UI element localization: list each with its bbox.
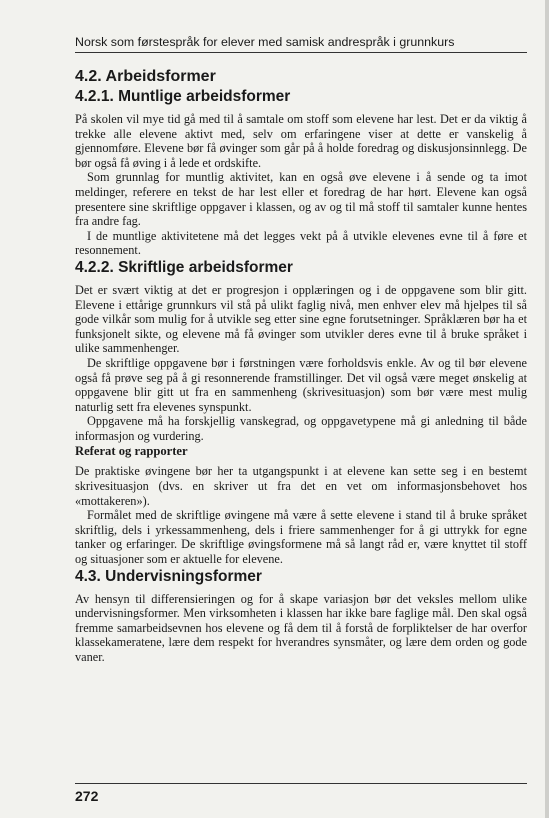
heading-4-3: 4.3. Undervisningsformer — [75, 567, 262, 585]
footer-rule — [75, 783, 527, 784]
referat-body — [75, 464, 527, 566]
page-number: 272 — [75, 788, 99, 804]
paragraph: De skriftlige oppgavene bør i førstningen være forholdsvis enkle. Av og til bør elevene også få prøve seg på å gi resonnerende framstillinger. Det vil også være meget ønskelig at oppgavene blir gitt ut fra en sammenheng (skrivesituasjon) som bør være mest mulig naturlig sett fra elevenes synspunkt. — [75, 355, 527, 414]
paragraph: På skolen vil mye tid gå med til å samtale om stoff som elevene har lest. Det er da viktig å trekke alle elevene aktivt med, selv om erfaringene viser at dette er vanskelig å gjennomføre. Elevene bør få øvinger som går på å holde foredrag og diskusjonsinnlegg. De bør også få øving i å lede et ordskifte. — [75, 112, 527, 170]
paragraph: Av hensyn til differensieringen og for å skape variasjon bør det veksles mellom ulike undervisningsformer. Men virksomheten i klassen har ikke bare faglige mål. Den skal også fremme samarbeidsevnen hos elevene og få dem til å forstå de forpliktelser de har overfor klassekameratene, lære dem respekt for hverandres synsmåter, og lære dem orden og gode vaner. — [75, 591, 527, 664]
paragraph: Oppgavene må ha forskjellig vanskegrad, og oppgavetypene må gi anledning til både informasjon og vurdering. — [75, 414, 527, 443]
heading-4-2-2: 4.2.2. Skriftlige arbeidsformer — [75, 258, 293, 276]
heading-4-2-1: 4.2.1. Muntlige arbeidsformer — [75, 88, 291, 105]
heading-referat: Referat og rapporter — [75, 444, 188, 459]
paragraph: De praktiske øvingene bør her ta utgangspunkt i at elevene kan sette seg i en bestemt skrivesituasjon (dvs. en skriver ut fra det en vet om informasjonsbehovet hos «mottakeren»). — [75, 464, 527, 508]
paragraph: I de muntlige aktivitetene må det legges vekt på å utvikle elevenes evne til å føre et resonnement. — [75, 228, 527, 258]
paragraph: Som grunnlag for muntlig aktivitet, kan en også øve elevene i å sende og ta imot meldinger, referere en tekst de har lest eller et foredrag de har hørt. Elevene kan også presentere sine skriftlige oppgaver i klassen, og av og til må stoff til samtaler kunne hentes fra andre fag. — [75, 170, 527, 229]
running-header: Norsk som førstespråk for elever med samisk andrespråk i grunnkurs — [75, 34, 527, 53]
section-4-3-body — [75, 592, 527, 665]
paragraph: Formålet med de skriftlige øvingene må være å sette elevene i stand til å bruke språket skriftlig, dels i yrkessammenheng, dels i friere sammenhenger for å gi uttrykk for egne tanker og erfaringer. De skriftlige øvingsformene må så langt råd er, være knyttet til stoff og situasjoner som er aktuelle for elevene. — [75, 508, 527, 567]
heading-4-2: 4.2. Arbeidsformer — [75, 68, 216, 85]
page-content — [75, 34, 527, 665]
page-edge — [545, 0, 549, 818]
paragraph: Det er svært viktig at det er progresjon i opplæringen og i de oppgavene som blir gitt. Elevene i ettårige grunnkurs vil stå på ulikt faglig nivå, men enhver elev må hjelpes til så gode vilkår som mulig for å utvikle seg etter sine egne forutsetninger. Språklæren bør ha et funksjonelt sikte, og elevene må få øvinger som utvikler deres evne til å bruke språket i ulike sammenhenger. — [75, 282, 527, 356]
section-4-2-2-body — [75, 283, 527, 444]
section-4-2-1-body — [75, 112, 527, 258]
